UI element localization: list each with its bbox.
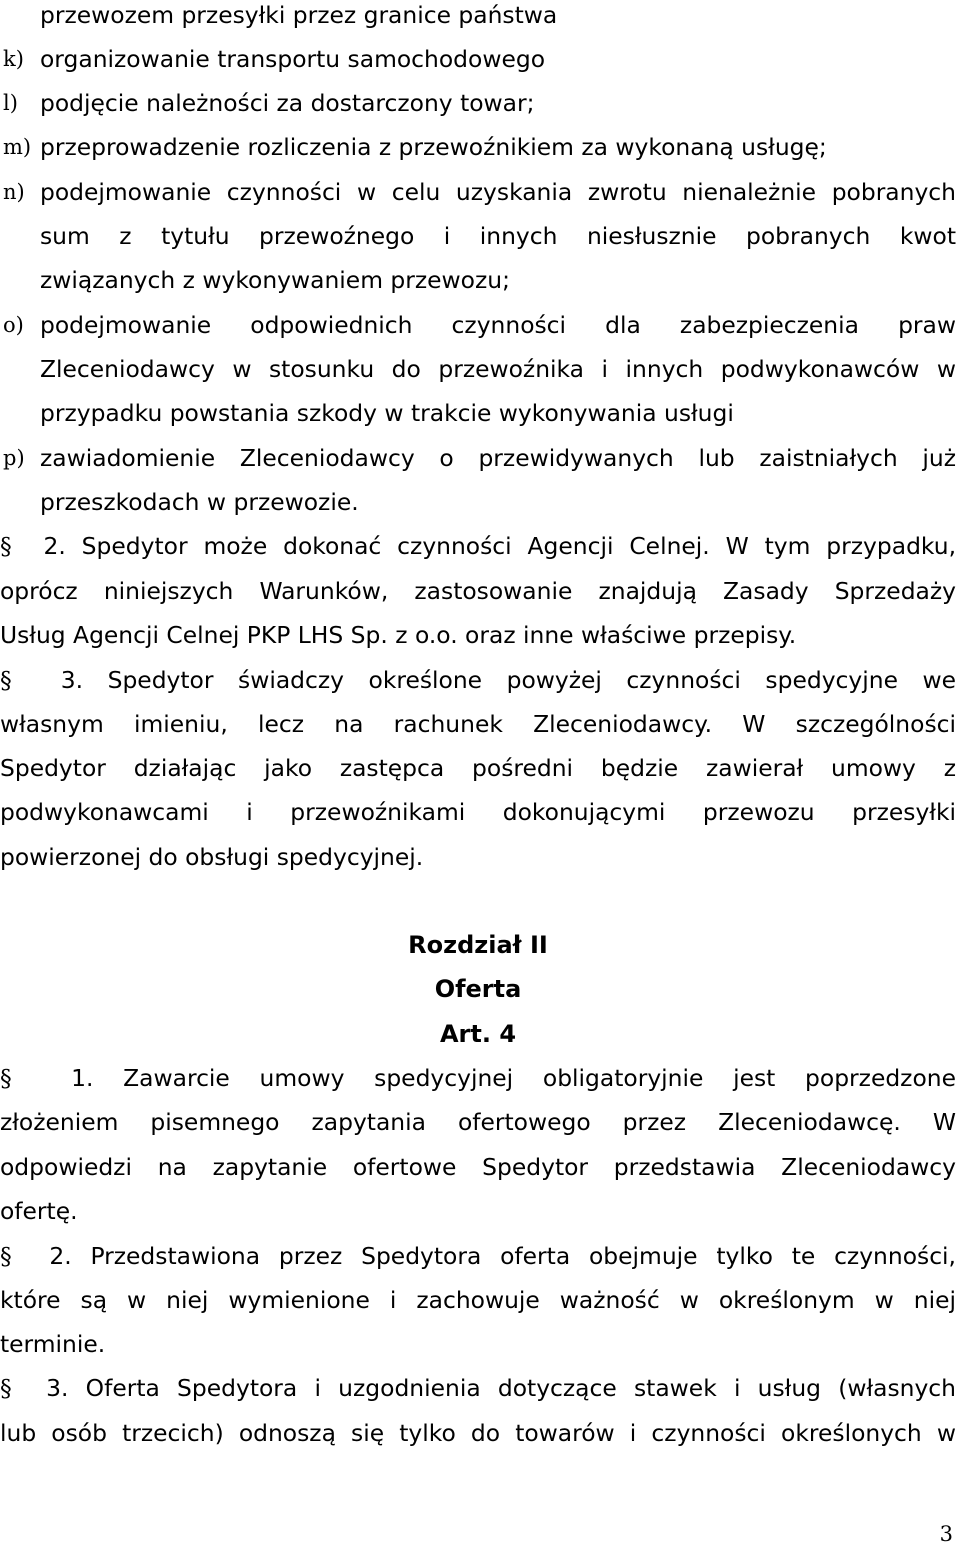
text-line: organizowanie transportu samochodowego (40, 45, 546, 73)
section-symbol: § (0, 666, 12, 694)
text-line: przypadku powstania szkody w trakcie wykonywania usługi (40, 399, 734, 427)
text-line (0, 1373, 956, 1403)
text-line: przeszkodach w przewozie. (40, 488, 359, 516)
section-symbol: § (0, 532, 12, 560)
text-line (0, 1241, 956, 1271)
text-line: złożeniem pisemnego zapytania ofertowego przez Zleceniodawcę. W (0, 1108, 956, 1136)
text-line: oprócz niniejszych Warunków, zastosowanie znajdują Zasady Sprzedaży (0, 577, 956, 605)
text-line: zawiadomienie Zleceniodawcy o przewidywanych lub zaistniałych już (40, 444, 956, 472)
text-content: 3. Oferta Spedytora i uzgodnienia dotyczące stawek i usług (własnych (46, 1374, 956, 1402)
chapter-title: Rozdział II (408, 931, 548, 959)
text-line: podjęcie należności za dostarczony towar; (40, 89, 535, 117)
text-line: podwykonawcami i przewoźnikami dokonującymi przewozu przesyłki (0, 798, 956, 826)
text-line: przewozem przesyłki przez granice państwa (40, 1, 558, 29)
text-line: przeprowadzenie rozliczenia z przewoźnikiem za wykonaną usługę; (40, 133, 827, 161)
text-line: powierzonej do obsługi spedycyjnej. (0, 843, 424, 871)
text-line: związanych z wykonywaniem przewozu; (40, 266, 510, 294)
text-line: sum z tytułu przewoźnego i innych niesłusznie pobranych kwot (40, 222, 956, 250)
list-marker: l) (3, 91, 18, 115)
text-line: Zleceniodawcy w stosunku do przewoźnika i innych podwykonawców w (40, 355, 956, 383)
section-symbol: § (0, 1064, 12, 1092)
page-number: 3 (939, 1522, 953, 1546)
list-marker: m) (3, 135, 32, 159)
chapter-subtitle: Oferta (434, 975, 522, 1003)
text-line (0, 1063, 956, 1093)
article-number: Art. 4 (439, 1020, 517, 1048)
text-line: podejmowanie czynności w celu uzyskania zwrotu nienależnie pobranych (40, 178, 956, 206)
section-symbol: § (0, 1374, 12, 1402)
text-line: Usług Agencji Celnej PKP LHS Sp. z o.o. oraz inne właściwe przepisy. (0, 621, 797, 649)
text-line: podejmowanie odpowiednich czynności dla zabezpieczenia praw (40, 311, 956, 339)
text-line (0, 531, 956, 561)
text-line: które są w niej wymienione i zachowuje ważność w określonym w niej (0, 1286, 956, 1314)
list-marker: n) (3, 180, 25, 204)
text-line: własnym imieniu, lecz na rachunek Zleceniodawcy. W szczególności (0, 710, 956, 738)
text-content: 3. Spedytor świadczy określone powyżej czynności spedycyjne we (60, 666, 956, 694)
text-line: lub osób trzecich) odnoszą się tylko do towarów i czynności określonych w (0, 1419, 956, 1447)
text-content: 2. Spedytor może dokonać czynności Agencji Celnej. W tym przypadku, (43, 532, 957, 560)
text-line (0, 665, 956, 695)
list-marker: k) (3, 47, 24, 71)
section-symbol: § (0, 1242, 12, 1270)
text-line: ofertę. (0, 1197, 78, 1225)
text-content: 1. Zawarcie umowy spedycyjnej obligatoryjnie jest poprzedzone (71, 1064, 956, 1092)
text-line: odpowiedzi na zapytanie ofertowe Spedytor przedstawia Zleceniodawcy (0, 1153, 956, 1181)
text-content: 2. Przedstawiona przez Spedytora oferta obejmuje tylko te czynności, (49, 1242, 956, 1270)
text-line: terminie. (0, 1330, 106, 1358)
list-marker: p) (3, 446, 25, 470)
list-marker: o) (3, 313, 24, 337)
text-line: Spedytor działając jako zastępca pośredni będzie zawierał umowy z (0, 754, 956, 782)
